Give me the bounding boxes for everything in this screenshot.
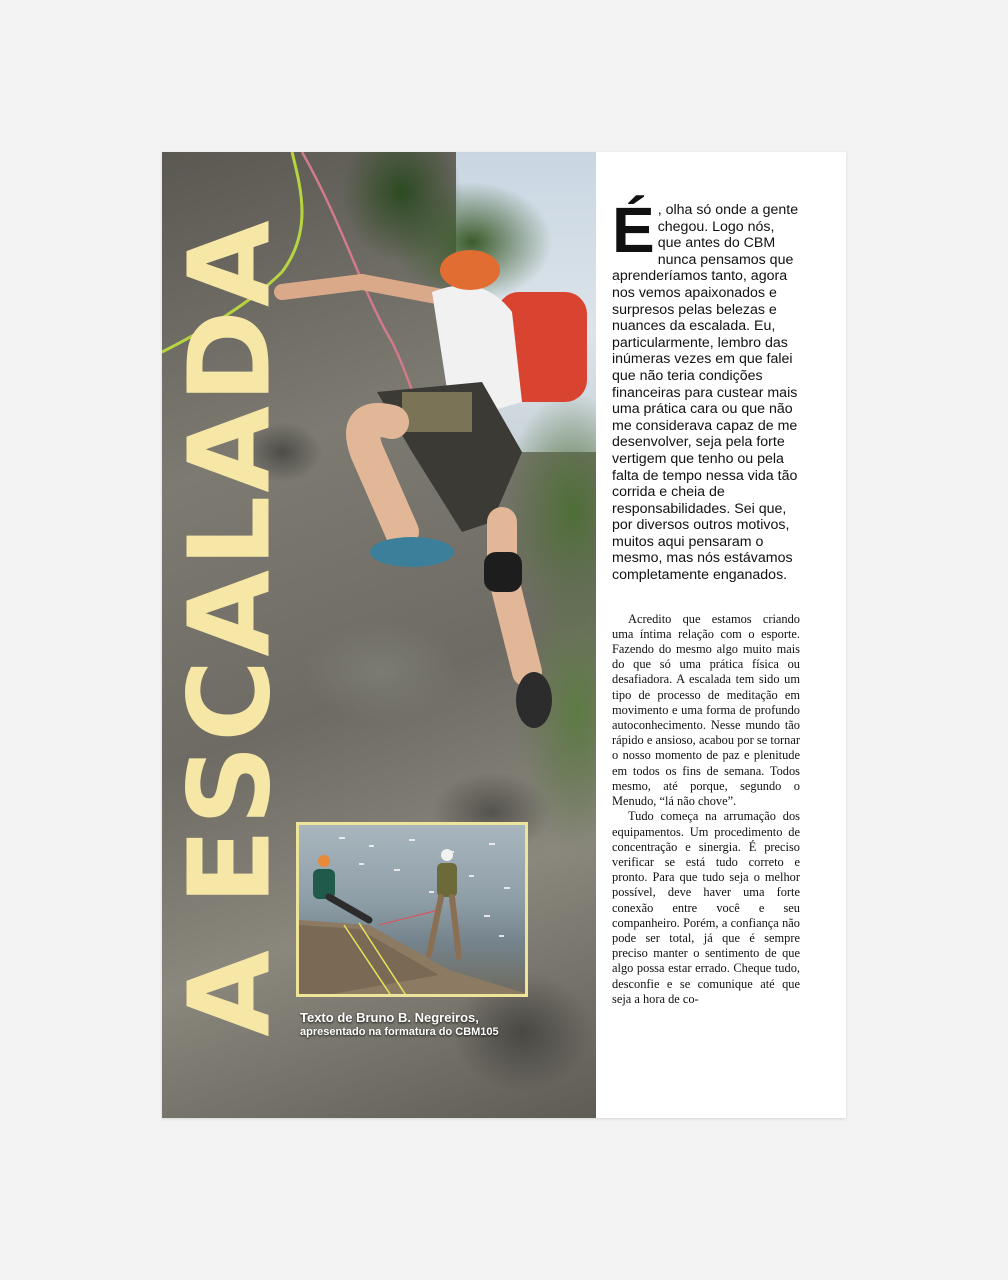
credit-author: Texto de Bruno B. Negreiros, [300, 1010, 479, 1025]
headline-text: A ESCALADA [166, 217, 297, 1037]
photo-credit [300, 1010, 499, 1038]
inset-photo-scene [299, 825, 528, 997]
credit-event: apresentado na formatura do CBM105 [300, 1026, 499, 1038]
dropcap-letter: É [612, 194, 655, 266]
magazine-page [162, 152, 846, 1118]
article-body [612, 612, 800, 1007]
inset-photo [296, 822, 528, 997]
intro-text: , olha só onde a gente chegou. Logo nós, que antes do CBM nunca pensamos que aprenderíamos tanto, agora nos vemos apaixonados e surpresos pelas belezas e nuances da escalada. Eu, particularmente, lembro das inúmeras vezes em que falei que não teria condições financeiras para custear mais uma prática cara ou que não me considerava capaz de me desenvolver, seja pela forte vertigem que tenho ou pela falta de tempo nessa vida tão corrida e cheia de responsabilidades. Sei que, por diversos outros motivos, muitos aqui pensaram o mesmo, mas nós estávamos completamente enganados. [612, 202, 799, 584]
headline-vertical [166, 172, 297, 1082]
body-paragraph-1: Acredito que estamos criando uma íntima relação com o esporte. Fazendo do mesmo algo muito mais do que só uma prática física ou desafiadora. A escalada tem sido um tipo de processo de meditação em movimento e uma forma de profundo autoconhecimento. Nesse mundo tão rápido e ansioso, acabou por se tornar o nosso momento de paz e plenitude em todos os fins de semana. Todos mesmo, até porque, segundo o Menudo, “lá não chove”. [612, 611, 800, 809]
body-paragraph-2: Tudo começa na arrumação dos equipamentos. Um procedimento de concentração e sinergia. É preciso verificar se está tudo correto e pronto. Para que tudo seja o melhor possível, deve haver uma forte conexão entre você e seu companheiro. Porém, a confiança não pode ser total, já que é sempre preciso manter o sentimento de que algo possa estar errado. Cheque tudo, desconfie e se comunique até que seja a hora de co- [612, 809, 800, 1006]
article-text-column [612, 194, 800, 1007]
article-intro [612, 194, 800, 584]
climbing-photo [162, 152, 596, 1118]
